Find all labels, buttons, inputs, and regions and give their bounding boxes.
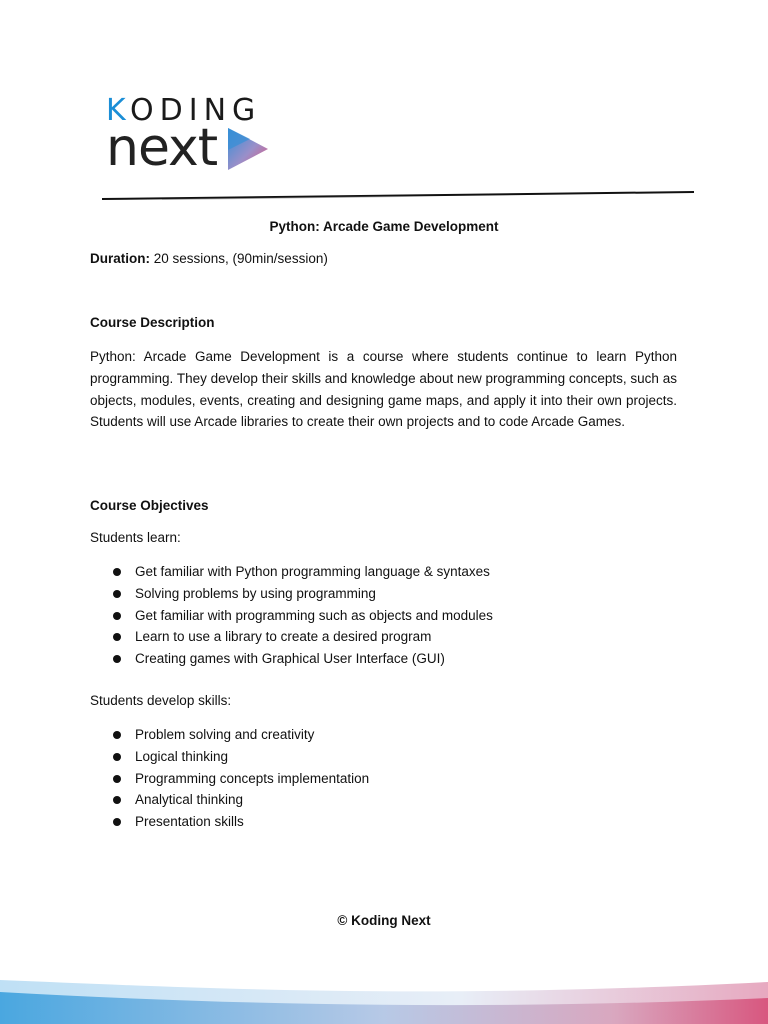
bullet-icon (113, 590, 121, 598)
objectives-heading: Course Objectives (90, 498, 209, 513)
koding-next-logo (106, 93, 286, 180)
course-duration (90, 251, 328, 266)
bullet-icon (113, 753, 121, 761)
list-item: Presentation skills (90, 811, 690, 833)
bullet-icon (113, 568, 121, 576)
logo-play-arrow-icon (228, 128, 270, 170)
duration-value: 20 sessions, (90min/session) (150, 251, 328, 266)
list-item: Problem solving and creativity (90, 724, 690, 746)
list-item: Creating games with Graphical User Interface (GUI) (90, 648, 690, 670)
duration-label: Duration: (90, 251, 150, 266)
list-item: Programming concepts implementation (90, 768, 690, 790)
list-item: Logical thinking (90, 746, 690, 768)
footer-wave-decoration (0, 960, 768, 1024)
description-text: Python: Arcade Game Development is a course where students continue to learn Python programming. They develop their skills and knowledge about new programming concepts, such as objects, modules, events, creating and designing game maps, and apply it into their own projects. Students will use Arcade libraries to create their own projects and to code Arcade Games. (90, 349, 677, 430)
bullet-icon (113, 796, 121, 804)
course-title: Python: Arcade Game Development (269, 219, 499, 234)
skills-list (90, 724, 690, 833)
list-item: Get familiar with programming such as objects and modules (90, 605, 690, 627)
skills-intro: Students develop skills: (90, 693, 232, 708)
logo-koding-text: KODING (106, 93, 262, 128)
copyright-footer: © Koding Next (337, 913, 431, 928)
learn-intro: Students learn: (90, 530, 181, 545)
list-item: Analytical thinking (90, 789, 690, 811)
learn-list (90, 561, 690, 670)
header-divider (102, 185, 694, 201)
bullet-icon (113, 818, 121, 826)
bullet-icon (113, 775, 121, 783)
bullet-icon (113, 633, 121, 641)
list-item: Solving problems by using programming (90, 583, 690, 605)
logo-next-text: next (106, 118, 218, 178)
description-heading: Course Description (90, 315, 215, 330)
bullet-icon (113, 731, 121, 739)
list-item: Get familiar with Python programming language & syntaxes (90, 561, 690, 583)
bullet-icon (113, 612, 121, 620)
bullet-icon (113, 655, 121, 663)
list-item: Learn to use a library to create a desired program (90, 626, 690, 648)
